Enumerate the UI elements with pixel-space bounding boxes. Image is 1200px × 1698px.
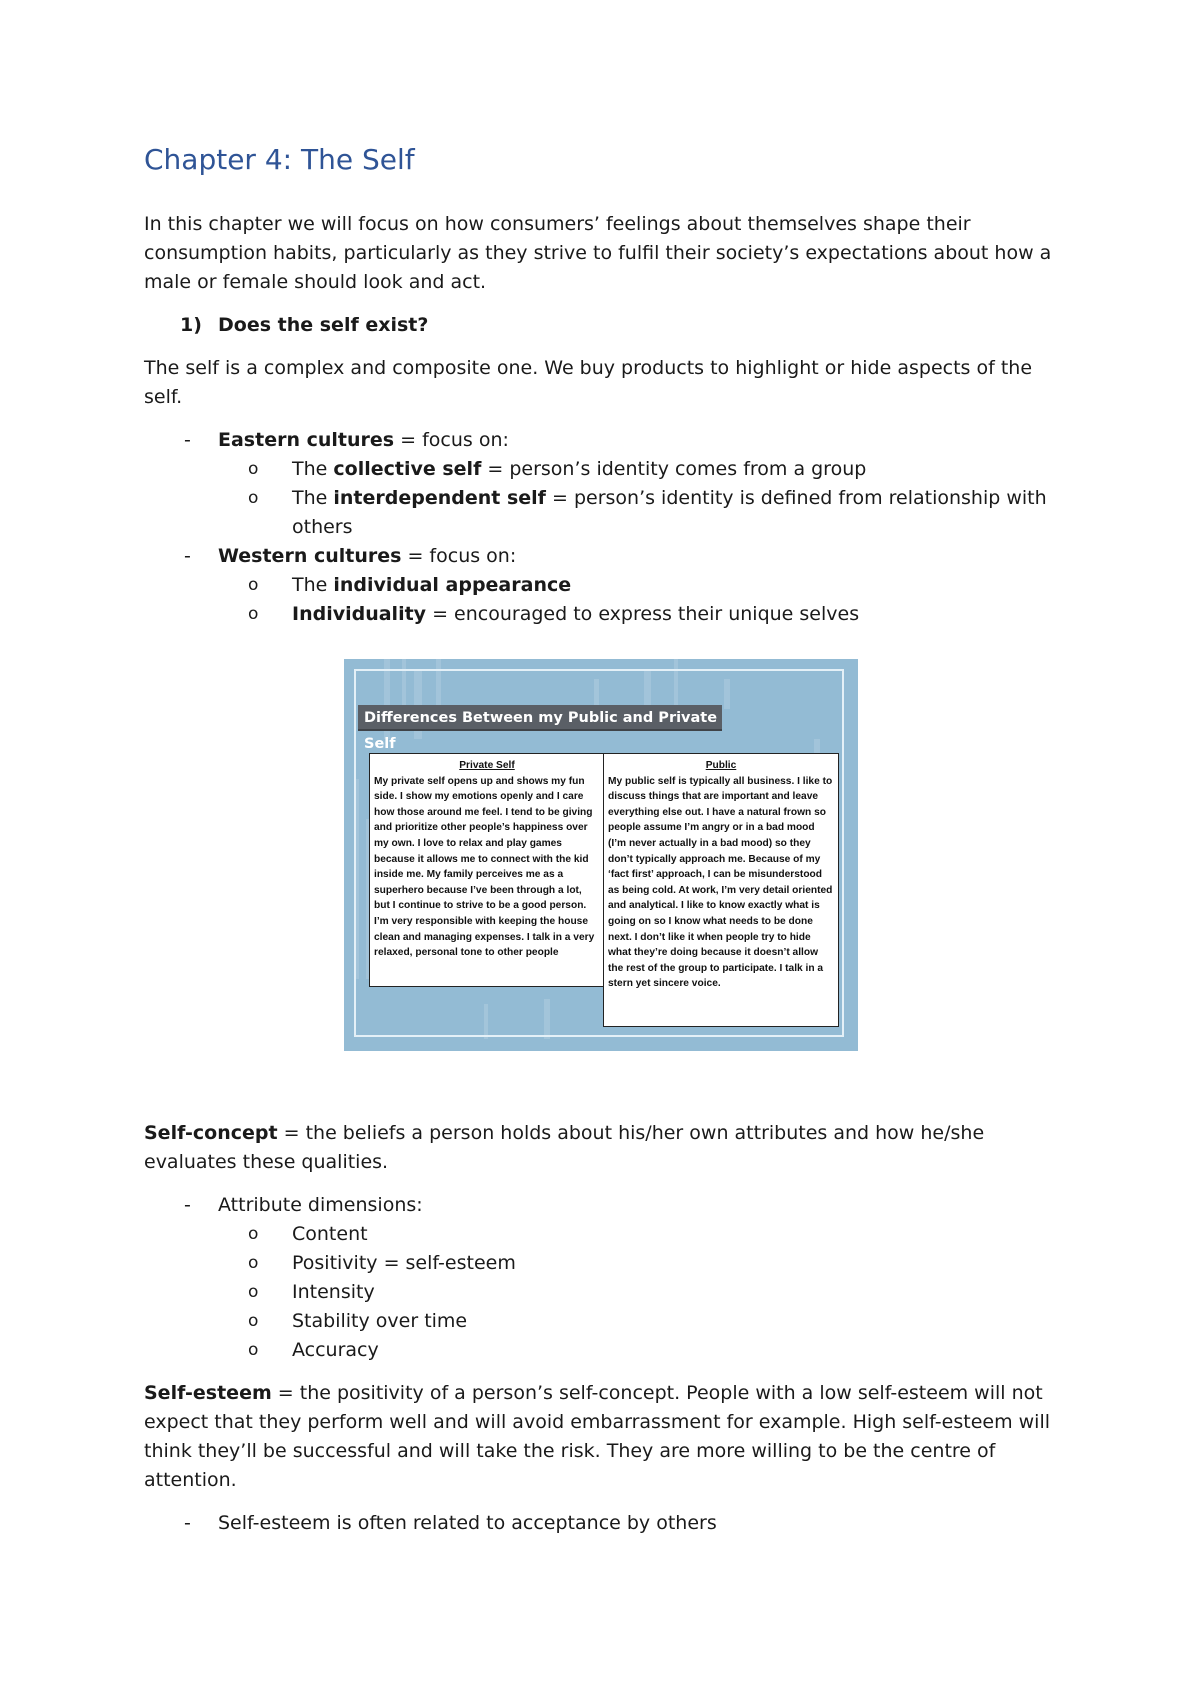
- figure-title: Differences Between my Public and Private Self: [358, 705, 722, 731]
- public-self-column: [603, 753, 839, 1027]
- section-number: 1): [180, 314, 202, 336]
- item-term: interdependent self: [333, 487, 546, 509]
- item-term: collective self: [333, 458, 482, 480]
- comparison-table: [369, 753, 839, 1009]
- item-pre: The: [292, 574, 334, 596]
- western-sublist: [218, 571, 1064, 629]
- self-esteem-term: Self-esteem: [144, 1382, 272, 1404]
- list-item: [218, 455, 1064, 484]
- list-item: o Content: [218, 1220, 1064, 1249]
- intro-paragraph: In this chapter we will focus on how consumers’ feelings about themselves shape their consumption habits, particularly as they strive to fulfil their society’s expectations about how a male or female should look and act.: [144, 213, 1052, 293]
- eastern-sublist: [218, 455, 1064, 542]
- item-term: Individuality: [292, 603, 427, 625]
- item-post: = encouraged to express their unique selves: [426, 603, 860, 625]
- list-item: [218, 571, 1064, 600]
- page-title: Chapter 4: The Self: [144, 143, 415, 176]
- private-self-header: Private Self: [459, 760, 515, 771]
- cultures-list: [144, 426, 1064, 629]
- private-self-column: [369, 753, 605, 987]
- self-esteem-definition: = the positivity of a person’s self-concept. People with a low self-esteem will not expect that they perform well and will avoid embarrassment for example. High self-esteem will think they’ll be successful and will take the risk. They are more willing to be the centre of attention.: [144, 1382, 1050, 1491]
- section-title: Does the self exist?: [218, 314, 429, 336]
- private-self-text: My private self opens up and shows my fun side. I show my emotions openly and I care how those around me feel. I tend to be giving and prioritize other people’s happiness over my own. I love to relax and play games because it allows me to connect with the kid inside me. My family perceives me as a superhero because I’ve been through a lot, but I continue to strive to be a good person. I’m very responsible with keeping the house clean and managing expenses. I talk in a very relaxed, personal tone to other people: [374, 775, 595, 959]
- list-item: [218, 600, 1064, 629]
- public-self-header: Public: [705, 760, 737, 771]
- self-concept-definition: = the beliefs a person holds about his/her own attributes and how he/she evaluates these qualities.: [144, 1122, 985, 1173]
- attribute-dimensions-label: Attribute dimensions:: [218, 1194, 423, 1216]
- self-esteem-paragraph: [144, 1379, 1064, 1495]
- item-pre: The: [292, 458, 334, 480]
- western-label: Western cultures: [218, 545, 402, 567]
- item-term: individual appearance: [333, 574, 572, 596]
- list-item: o Stability over time: [218, 1307, 1064, 1336]
- list-item: o Accuracy: [218, 1336, 1064, 1365]
- dimensions-sublist: [218, 1220, 1064, 1365]
- eastern-label: Eastern cultures: [218, 429, 395, 451]
- public-private-self-figure: [344, 659, 858, 1051]
- eastern-rest: = focus on:: [394, 429, 509, 451]
- item-post: = person’s identity comes from a group: [481, 458, 867, 480]
- list-item-eastern: [144, 426, 1064, 542]
- attribute-list: [144, 1191, 1064, 1365]
- list-item-attribute-dimensions: [144, 1191, 1064, 1365]
- list-item: - Self-esteem is often related to acceptance by others: [144, 1509, 1064, 1538]
- self-esteem-list: [144, 1509, 1064, 1538]
- public-self-text: My public self is typically all business. I like to discuss things that are important and leave everything else out. I have a natural frown so people assume I’m angry or in a bad mood (I’m never actually in a bad mood) so they don’t typically approach me. Because of my ‘fact first’ approach, I can be misunderstood as being cold. At work, I’m very detail oriented and analytical. I like to know exactly what is going on so I know what needs to be done next. I don’t like it when people try to hide what they’re doing because it doesn’t allow the rest of the group to participate. I talk in a stern yet sincere voice.: [608, 775, 833, 990]
- list-item-western: [144, 542, 1064, 629]
- section-heading: [180, 311, 1064, 340]
- self-concept-paragraph: [144, 1119, 1064, 1177]
- document-body: [144, 142, 1064, 1538]
- self-paragraph: The self is a complex and composite one. We buy products to highlight or hide aspects of the self.: [144, 357, 1033, 408]
- item-post: = person’s identity is defined from relationship with others: [292, 487, 1047, 538]
- item-pre: The: [292, 487, 334, 509]
- list-item: o Intensity: [218, 1278, 1064, 1307]
- list-item: [218, 484, 1064, 542]
- self-concept-term: Self-concept: [144, 1122, 278, 1144]
- western-rest: = focus on:: [401, 545, 517, 567]
- list-item: o Positivity = self-esteem: [218, 1249, 1064, 1278]
